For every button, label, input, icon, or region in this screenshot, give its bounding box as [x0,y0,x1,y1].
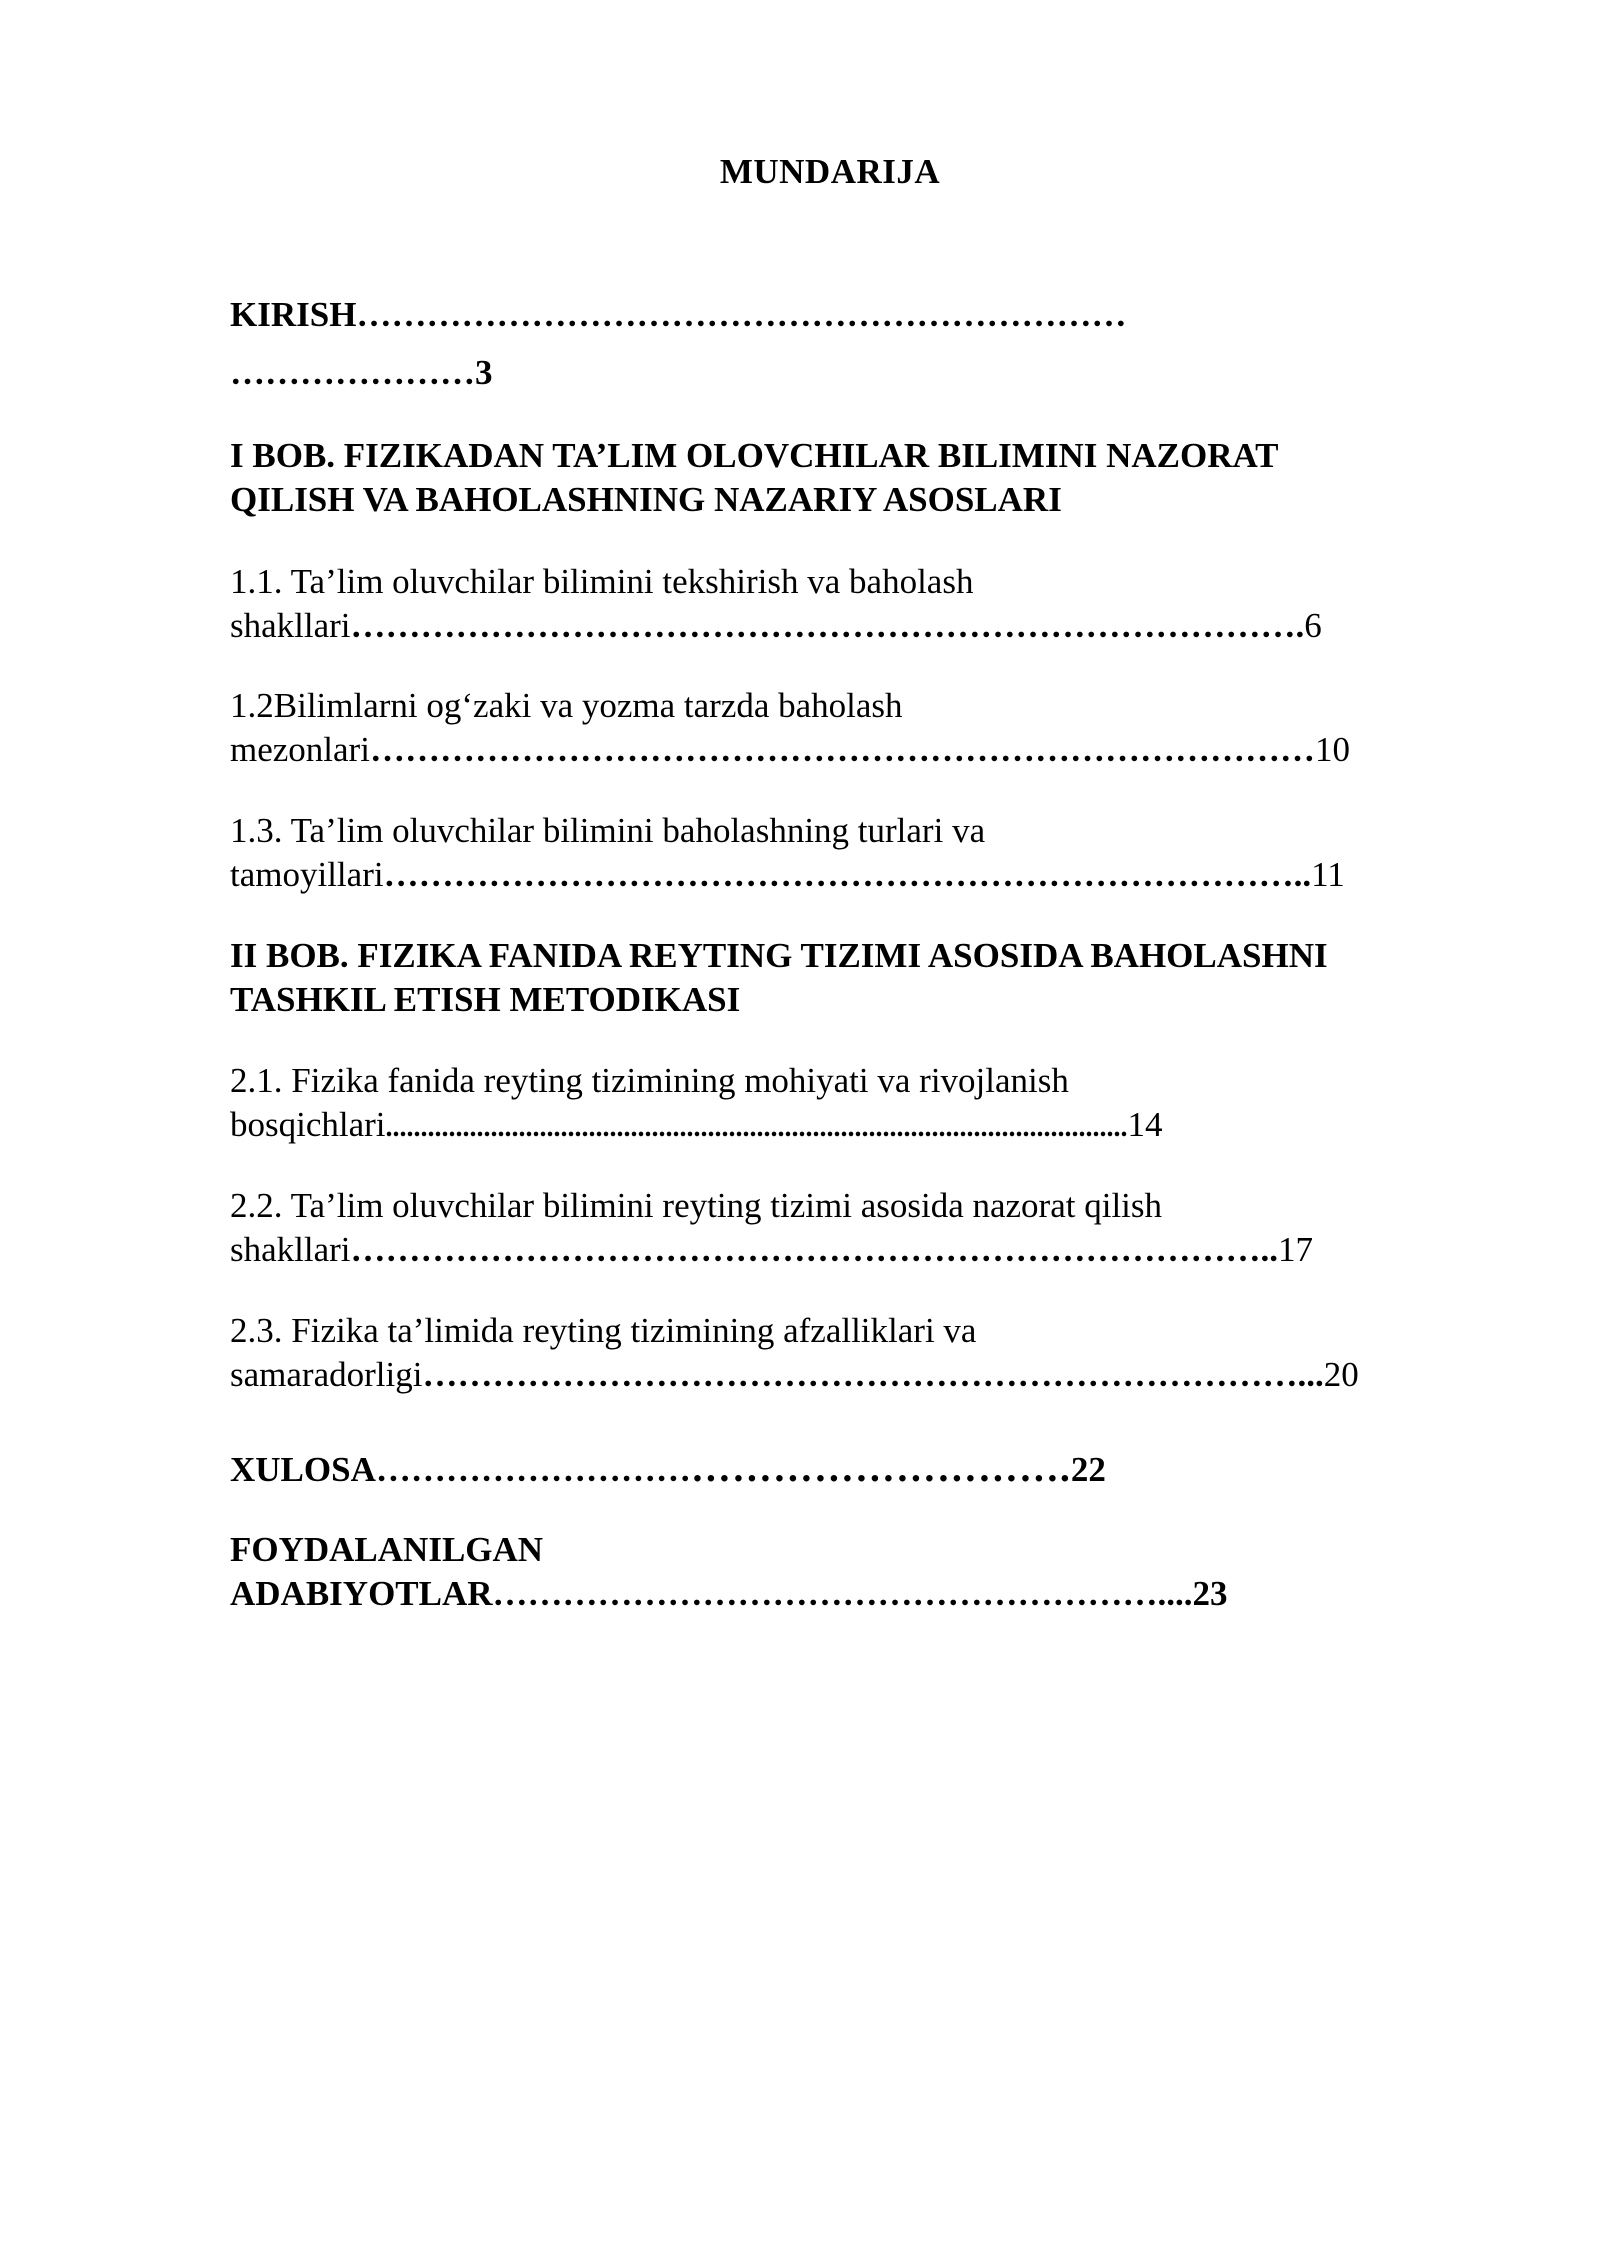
toc-leader-dots: ……………………………………………………………………… [369,730,1315,769]
toc-section-2-1-line1: 2.1. Fizika fanida reyting tizimining mohiyati va rivojlanish [230,1061,1069,1100]
toc-leader-dots: ………………… [230,353,475,392]
toc-leader-dots: …………………………………………………………………... [422,1355,1324,1394]
toc-page-number: 14 [1127,1105,1163,1144]
toc-section-1-1-line1: 1.1. Ta’lim oluvchilar bilimini tekshirish va baholash [230,562,974,601]
toc-chapter-2-line1: II BOB. FIZIKA FANIDA REYTING TIZIMI ASOSIDA BAHOLASHNI [230,936,1328,975]
toc-section-1-3-line1: 1.3. Ta’lim oluvchilar bilimini baholashning turlari va [230,811,986,850]
toc-label: ADABIYOTLAR [230,1574,493,1613]
toc-leader-dots-large: ………………………. [690,1445,1071,1490]
toc-page-number: 20 [1323,1355,1359,1394]
toc-label: XULOSA [230,1450,376,1489]
toc-label: shakllari [230,606,351,645]
toc-section-2-1-line2 [230,1103,1163,1150]
toc-label: samaradorligi [230,1355,423,1394]
toc-page-number: 3 [475,353,493,392]
toc-label: mezonlari [230,730,370,769]
toc-section-1-3-line2 [230,853,1345,897]
toc-section-1-2-line2 [230,728,1350,772]
toc-page-number: 23 [1192,1574,1228,1613]
toc-entry-adabiyotlar-line1: FOYDALANILGAN [230,1530,544,1569]
toc-label: shakllari [230,1230,351,1269]
toc-leader-dots: …………………………………………………………………….. [350,1230,1279,1269]
toc-chapter-2-line2: TASHKIL ETISH METODIKASI [230,980,741,1019]
toc-leader-dots: ………………………………………………….... [492,1574,1193,1613]
toc-page-number: 6 [1304,606,1322,645]
toc-page-number: 11 [1311,855,1345,894]
toc-page-number: 22 [1070,1450,1106,1489]
toc-section-1-2-line1: 1.2Bilimlarni og‘zaki va yozma tarzda baholash [230,686,903,725]
toc-chapter-1-line2: QILISH VA BAHOLASHNING NAZARIY ASOSLARI [230,480,1062,519]
toc-leader-dots: ……………………… [375,1450,691,1489]
toc-entry-xulosa [230,1446,1106,1492]
page-title: MUNDARIJA [719,152,941,191]
toc-section-1-1-line2 [230,604,1322,648]
toc-page-number: 10 [1314,730,1350,769]
toc-entry-kirish [230,293,1126,337]
toc-leader-dots: .......................................................................................................... [385,1112,1128,1143]
toc-section-2-3-line2 [230,1353,1359,1397]
toc-leader-dots: ………………………………………………………………………. [350,606,1305,645]
toc-section-2-3-line1: 2.3. Fizika ta’limida reyting tizimining afzalliklari va [230,1311,977,1350]
toc-label: KIRISH [230,295,357,334]
toc-page-number: 17 [1278,1230,1314,1269]
toc-section-2-2-line1: 2.2. Ta’lim oluvchilar bilimini reyting tizimi asosida nazorat qilish [230,1186,1163,1225]
toc-entry-kirish-cont [230,351,493,395]
toc-chapter-1-line1: I BOB. FIZIKADAN TA’LIM OLOVCHILAR BILIMINI NAZORAT [230,436,1279,475]
toc-leader-dots: ………………………………………………………… [356,295,1127,334]
toc-leader-dots: …………………………………………………………………….. [383,855,1312,894]
toc-entry-adabiyotlar-line2 [230,1572,1228,1616]
toc-label: bosqichlari [230,1105,386,1144]
toc-label: tamoyillari [230,855,384,894]
toc-section-2-2-line2 [230,1228,1313,1272]
